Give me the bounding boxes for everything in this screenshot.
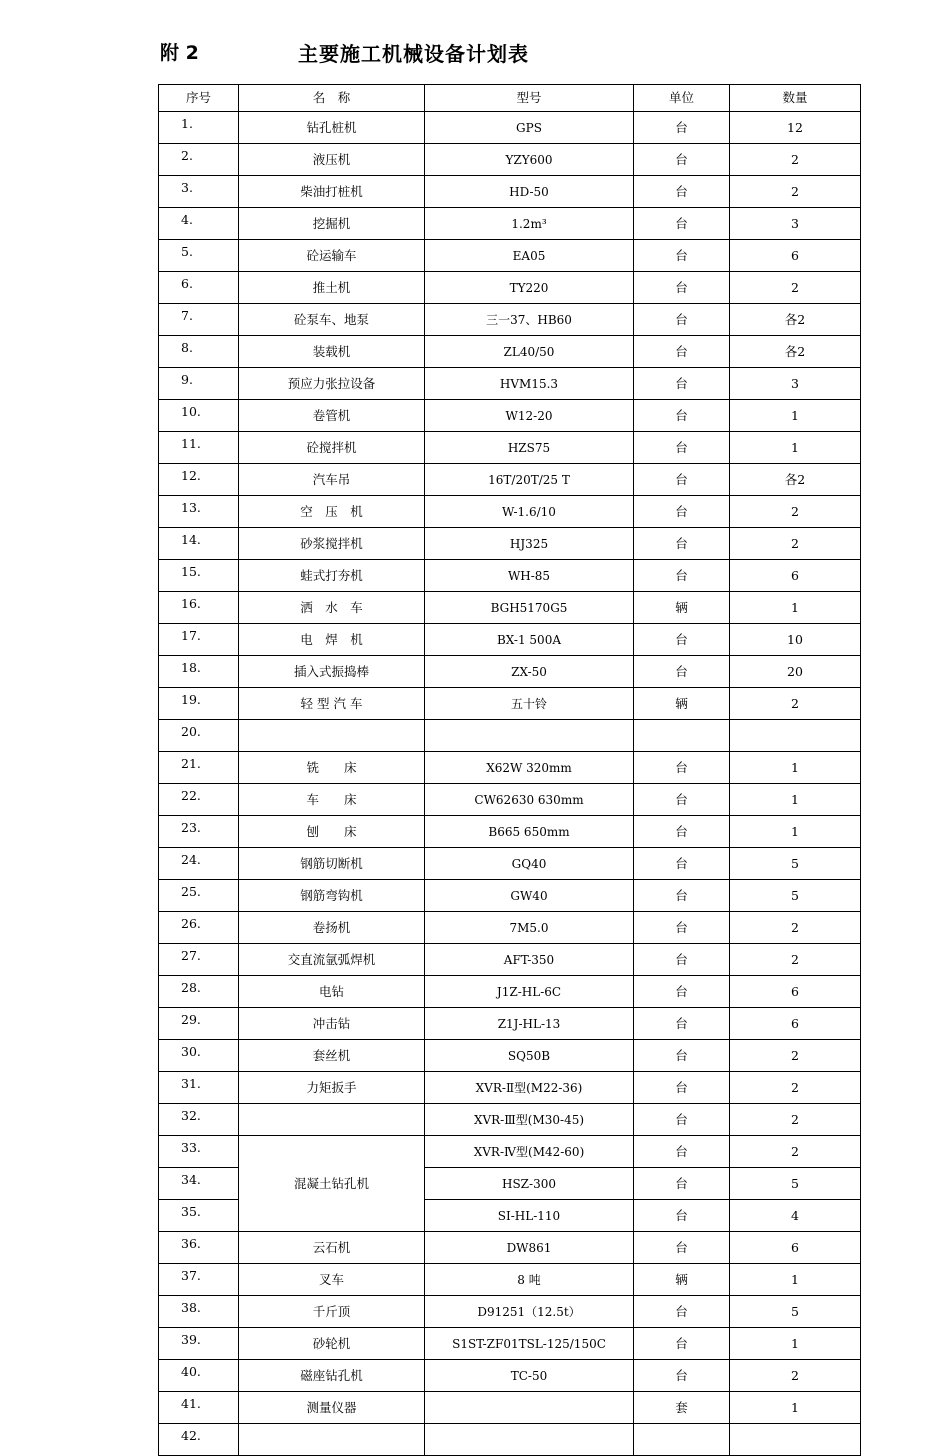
row-qty-cell: 2 xyxy=(730,688,861,720)
table-row xyxy=(159,624,861,656)
row-qty-cell: 3 xyxy=(730,368,861,400)
row-unit-cell: 台 xyxy=(634,912,730,944)
row-unit-cell: 台 xyxy=(634,816,730,848)
row-unit-cell: 台 xyxy=(634,560,730,592)
row-unit-cell: 台 xyxy=(634,496,730,528)
row-qty-cell: 12 xyxy=(730,112,861,144)
row-name-cell: 测量仪器 xyxy=(239,1392,425,1424)
row-model-cell: HVM15.3 xyxy=(425,368,634,400)
table-row xyxy=(159,816,861,848)
table-row xyxy=(159,1232,861,1264)
row-name-cell: 推土机 xyxy=(239,272,425,304)
row-name-cell: 电 焊 机 xyxy=(239,624,425,656)
row-unit-cell: 台 xyxy=(634,272,730,304)
row-model-cell: XVR-Ⅲ型(M30-45) xyxy=(425,1104,634,1136)
row-model-cell: BX-1 500A xyxy=(425,624,634,656)
row-model-cell: X62W 320mm xyxy=(425,752,634,784)
row-seq-cell: 9. xyxy=(159,368,239,400)
row-qty-cell: 1 xyxy=(730,816,861,848)
row-unit-cell: 台 xyxy=(634,752,730,784)
row-name-cell: 预应力张拉设备 xyxy=(239,368,425,400)
row-seq-cell: 30. xyxy=(159,1040,239,1072)
row-seq-cell: 20. xyxy=(159,720,239,752)
table-row xyxy=(159,400,861,432)
row-name-cell: 砂浆搅拌机 xyxy=(239,528,425,560)
row-unit-cell: 台 xyxy=(634,624,730,656)
row-qty-cell: 2 xyxy=(730,144,861,176)
table-row xyxy=(159,208,861,240)
row-model-cell: Z1J-HL-13 xyxy=(425,1008,634,1040)
table-row xyxy=(159,1264,861,1296)
row-seq-cell: 11. xyxy=(159,432,239,464)
row-unit-cell: 台 xyxy=(634,1040,730,1072)
row-name-cell xyxy=(239,1424,425,1456)
row-model-cell xyxy=(425,720,634,752)
row-seq-cell: 31. xyxy=(159,1072,239,1104)
row-model-cell: TY220 xyxy=(425,272,634,304)
row-name-cell: 卷扬机 xyxy=(239,912,425,944)
row-unit-cell: 台 xyxy=(634,528,730,560)
row-model-cell: ZL40/50 xyxy=(425,336,634,368)
row-model-cell: CW62630 630mm xyxy=(425,784,634,816)
row-qty-cell: 各2 xyxy=(730,304,861,336)
document-title: 主要施工机械设备计划表 xyxy=(298,42,529,66)
table-row xyxy=(159,944,861,976)
row-model-cell: GPS xyxy=(425,112,634,144)
row-unit-cell: 台 xyxy=(634,208,730,240)
row-model-cell: AFT-350 xyxy=(425,944,634,976)
attachment-label: 附 2 xyxy=(160,42,199,64)
row-name-cell: 轻 型 汽 车 xyxy=(239,688,425,720)
table-row xyxy=(159,1136,861,1168)
row-qty-cell: 6 xyxy=(730,1232,861,1264)
row-unit-cell: 台 xyxy=(634,784,730,816)
row-seq-cell: 21. xyxy=(159,752,239,784)
row-seq-cell: 6. xyxy=(159,272,239,304)
row-qty-cell: 2 xyxy=(730,528,861,560)
row-qty-cell: 5 xyxy=(730,1168,861,1200)
row-seq-cell: 34. xyxy=(159,1168,239,1200)
row-seq-cell: 24. xyxy=(159,848,239,880)
row-model-cell xyxy=(425,1392,634,1424)
col-header-unit: 单位 xyxy=(634,85,730,112)
row-model-cell: GQ40 xyxy=(425,848,634,880)
table-row xyxy=(159,784,861,816)
row-unit-cell: 台 xyxy=(634,176,730,208)
row-qty-cell xyxy=(730,1424,861,1456)
row-seq-cell: 2. xyxy=(159,144,239,176)
row-qty-cell: 2 xyxy=(730,496,861,528)
row-qty-cell: 1 xyxy=(730,752,861,784)
row-unit-cell: 辆 xyxy=(634,1264,730,1296)
row-seq-cell: 4. xyxy=(159,208,239,240)
table-row xyxy=(159,1104,861,1136)
row-qty-cell: 1 xyxy=(730,400,861,432)
row-name-cell: 刨 床 xyxy=(239,816,425,848)
row-unit-cell: 台 xyxy=(634,1360,730,1392)
row-unit-cell: 台 xyxy=(634,336,730,368)
row-qty-cell: 1 xyxy=(730,432,861,464)
row-qty-cell: 各2 xyxy=(730,336,861,368)
row-seq-cell: 37. xyxy=(159,1264,239,1296)
table-row xyxy=(159,1008,861,1040)
row-seq-cell: 38. xyxy=(159,1296,239,1328)
col-header-model: 型号 xyxy=(425,85,634,112)
row-qty-cell: 2 xyxy=(730,176,861,208)
row-name-cell: 砼泵车、地泵 xyxy=(239,304,425,336)
row-seq-cell: 42. xyxy=(159,1424,239,1456)
table-row xyxy=(159,912,861,944)
row-unit-cell: 台 xyxy=(634,368,730,400)
row-model-cell: S1ST-ZF01TSL-125/150C xyxy=(425,1328,634,1360)
table-row xyxy=(159,240,861,272)
row-qty-cell: 5 xyxy=(730,880,861,912)
table-row xyxy=(159,304,861,336)
row-name-cell: 磁座钻孔机 xyxy=(239,1360,425,1392)
table-row xyxy=(159,1296,861,1328)
row-qty-cell: 5 xyxy=(730,1296,861,1328)
row-unit-cell: 台 xyxy=(634,1008,730,1040)
row-seq-cell: 22. xyxy=(159,784,239,816)
row-model-cell: HZS75 xyxy=(425,432,634,464)
row-unit-cell: 台 xyxy=(634,1072,730,1104)
table-row xyxy=(159,496,861,528)
row-qty-cell: 2 xyxy=(730,1104,861,1136)
row-unit-cell: 台 xyxy=(634,1168,730,1200)
row-unit-cell: 台 xyxy=(634,1296,730,1328)
row-name-cell: 洒 水 车 xyxy=(239,592,425,624)
row-seq-cell: 10. xyxy=(159,400,239,432)
row-name-cell: 钻孔桩机 xyxy=(239,112,425,144)
row-name-cell: 挖掘机 xyxy=(239,208,425,240)
row-seq-cell: 19. xyxy=(159,688,239,720)
table-row xyxy=(159,112,861,144)
row-unit-cell: 台 xyxy=(634,464,730,496)
row-qty-cell: 10 xyxy=(730,624,861,656)
row-seq-cell: 23. xyxy=(159,816,239,848)
row-qty-cell: 1 xyxy=(730,592,861,624)
row-name-cell: 卷管机 xyxy=(239,400,425,432)
row-unit-cell: 台 xyxy=(634,1104,730,1136)
row-qty-cell: 6 xyxy=(730,976,861,1008)
row-unit-cell: 台 xyxy=(634,1232,730,1264)
row-seq-cell: 18. xyxy=(159,656,239,688)
table-row xyxy=(159,752,861,784)
table-row xyxy=(159,880,861,912)
row-model-cell: 8 吨 xyxy=(425,1264,634,1296)
row-name-cell: 车 床 xyxy=(239,784,425,816)
row-name-cell: 空 压 机 xyxy=(239,496,425,528)
row-name-cell: 蛙式打夯机 xyxy=(239,560,425,592)
row-model-cell: XVR-Ⅱ型(M22-36) xyxy=(425,1072,634,1104)
row-model-cell: HJ325 xyxy=(425,528,634,560)
table-row xyxy=(159,144,861,176)
table-row xyxy=(159,848,861,880)
row-name-cell: 套丝机 xyxy=(239,1040,425,1072)
row-qty-cell: 6 xyxy=(730,1008,861,1040)
row-qty-cell: 3 xyxy=(730,208,861,240)
row-unit-cell: 台 xyxy=(634,880,730,912)
row-seq-cell: 32. xyxy=(159,1104,239,1136)
row-qty-cell: 各2 xyxy=(730,464,861,496)
row-seq-cell: 12. xyxy=(159,464,239,496)
table-row xyxy=(159,1392,861,1424)
row-unit-cell xyxy=(634,720,730,752)
row-unit-cell: 台 xyxy=(634,976,730,1008)
row-qty-cell: 2 xyxy=(730,272,861,304)
row-model-cell: 1.2m³ xyxy=(425,208,634,240)
row-name-cell: 装载机 xyxy=(239,336,425,368)
row-model-cell xyxy=(425,1424,634,1456)
row-qty-cell: 5 xyxy=(730,848,861,880)
row-name-cell: 钢筋弯钩机 xyxy=(239,880,425,912)
row-model-cell: W12-20 xyxy=(425,400,634,432)
row-name-cell: 云石机 xyxy=(239,1232,425,1264)
row-model-cell: YZY600 xyxy=(425,144,634,176)
table-row xyxy=(159,368,861,400)
row-name-cell: 叉车 xyxy=(239,1264,425,1296)
row-name-cell: 混凝土钻孔机 xyxy=(239,1136,425,1232)
row-seq-cell: 1. xyxy=(159,112,239,144)
row-seq-cell: 35. xyxy=(159,1200,239,1232)
row-name-cell: 千斤顶 xyxy=(239,1296,425,1328)
row-qty-cell: 2 xyxy=(730,944,861,976)
row-model-cell: XVR-Ⅳ型(M42-60) xyxy=(425,1136,634,1168)
row-unit-cell: 辆 xyxy=(634,592,730,624)
table-row xyxy=(159,656,861,688)
col-header-qty: 数量 xyxy=(730,85,861,112)
row-seq-cell: 8. xyxy=(159,336,239,368)
col-header-seq: 序号 xyxy=(159,85,239,112)
row-seq-cell: 25. xyxy=(159,880,239,912)
row-qty-cell: 1 xyxy=(730,1264,861,1296)
row-model-cell: DW861 xyxy=(425,1232,634,1264)
row-seq-cell: 16. xyxy=(159,592,239,624)
row-unit-cell: 台 xyxy=(634,848,730,880)
row-name-cell xyxy=(239,1104,425,1136)
row-seq-cell: 26. xyxy=(159,912,239,944)
table-row xyxy=(159,720,861,752)
row-model-cell: HSZ-300 xyxy=(425,1168,634,1200)
equipment-table xyxy=(158,84,861,1456)
row-model-cell: B665 650mm xyxy=(425,816,634,848)
row-name-cell: 柴油打桩机 xyxy=(239,176,425,208)
table-body xyxy=(159,112,861,1456)
row-qty-cell: 6 xyxy=(730,240,861,272)
row-name-cell: 交直流氩弧焊机 xyxy=(239,944,425,976)
row-seq-cell: 28. xyxy=(159,976,239,1008)
row-model-cell: HD-50 xyxy=(425,176,634,208)
table-row xyxy=(159,1360,861,1392)
row-qty-cell: 2 xyxy=(730,1136,861,1168)
row-seq-cell: 36. xyxy=(159,1232,239,1264)
row-unit-cell: 台 xyxy=(634,144,730,176)
row-qty-cell: 20 xyxy=(730,656,861,688)
row-name-cell: 钢筋切断机 xyxy=(239,848,425,880)
table-row xyxy=(159,560,861,592)
row-seq-cell: 15. xyxy=(159,560,239,592)
row-model-cell: 16T/20T/25 T xyxy=(425,464,634,496)
row-unit-cell: 套 xyxy=(634,1392,730,1424)
row-qty-cell: 2 xyxy=(730,912,861,944)
row-model-cell: SQ50B xyxy=(425,1040,634,1072)
row-seq-cell: 39. xyxy=(159,1328,239,1360)
row-model-cell: 7M5.0 xyxy=(425,912,634,944)
table-row xyxy=(159,176,861,208)
row-unit-cell: 台 xyxy=(634,240,730,272)
row-qty-cell xyxy=(730,720,861,752)
row-model-cell: 五十铃 xyxy=(425,688,634,720)
row-name-cell: 铣 床 xyxy=(239,752,425,784)
row-qty-cell: 2 xyxy=(730,1040,861,1072)
table-row xyxy=(159,528,861,560)
row-name-cell xyxy=(239,720,425,752)
row-name-cell: 汽车吊 xyxy=(239,464,425,496)
row-seq-cell: 7. xyxy=(159,304,239,336)
row-name-cell: 冲击钻 xyxy=(239,1008,425,1040)
row-unit-cell: 台 xyxy=(634,1328,730,1360)
row-qty-cell: 1 xyxy=(730,1328,861,1360)
row-name-cell: 液压机 xyxy=(239,144,425,176)
row-seq-cell: 29. xyxy=(159,1008,239,1040)
row-seq-cell: 41. xyxy=(159,1392,239,1424)
row-unit-cell: 台 xyxy=(634,944,730,976)
row-qty-cell: 1 xyxy=(730,1392,861,1424)
row-name-cell: 力矩扳手 xyxy=(239,1072,425,1104)
row-model-cell: WH-85 xyxy=(425,560,634,592)
row-model-cell: GW40 xyxy=(425,880,634,912)
row-seq-cell: 13. xyxy=(159,496,239,528)
row-model-cell: SI-HL-110 xyxy=(425,1200,634,1232)
title-row xyxy=(160,38,860,68)
table-row xyxy=(159,1072,861,1104)
table-row xyxy=(159,976,861,1008)
table-row xyxy=(159,336,861,368)
row-model-cell: D91251（12.5t） xyxy=(425,1296,634,1328)
row-name-cell: 砼运输车 xyxy=(239,240,425,272)
row-seq-cell: 40. xyxy=(159,1360,239,1392)
table-row xyxy=(159,1424,861,1456)
row-model-cell: J1Z-HL-6C xyxy=(425,976,634,1008)
table-row xyxy=(159,688,861,720)
row-qty-cell: 2 xyxy=(730,1072,861,1104)
row-model-cell: TC-50 xyxy=(425,1360,634,1392)
row-seq-cell: 27. xyxy=(159,944,239,976)
row-seq-cell: 17. xyxy=(159,624,239,656)
table-row xyxy=(159,592,861,624)
row-unit-cell: 台 xyxy=(634,400,730,432)
row-name-cell: 电钻 xyxy=(239,976,425,1008)
row-qty-cell: 2 xyxy=(730,1360,861,1392)
row-seq-cell: 5. xyxy=(159,240,239,272)
row-unit-cell xyxy=(634,1424,730,1456)
row-model-cell: 三一37、HB60 xyxy=(425,304,634,336)
row-model-cell: ZX-50 xyxy=(425,656,634,688)
row-name-cell: 砼搅拌机 xyxy=(239,432,425,464)
row-model-cell: EA05 xyxy=(425,240,634,272)
row-unit-cell: 辆 xyxy=(634,688,730,720)
row-model-cell: W-1.6/10 xyxy=(425,496,634,528)
row-unit-cell: 台 xyxy=(634,432,730,464)
row-name-cell: 砂轮机 xyxy=(239,1328,425,1360)
row-name-cell: 插入式振捣棒 xyxy=(239,656,425,688)
row-unit-cell: 台 xyxy=(634,304,730,336)
row-qty-cell: 1 xyxy=(730,784,861,816)
row-unit-cell: 台 xyxy=(634,1200,730,1232)
row-unit-cell: 台 xyxy=(634,112,730,144)
row-unit-cell: 台 xyxy=(634,1136,730,1168)
table-row xyxy=(159,1040,861,1072)
table-row xyxy=(159,432,861,464)
table-header-row xyxy=(159,85,861,112)
row-model-cell: BGH5170G5 xyxy=(425,592,634,624)
row-seq-cell: 3. xyxy=(159,176,239,208)
row-seq-cell: 14. xyxy=(159,528,239,560)
row-unit-cell: 台 xyxy=(634,656,730,688)
row-seq-cell: 33. xyxy=(159,1136,239,1168)
table-row xyxy=(159,464,861,496)
col-header-name: 名 称 xyxy=(239,85,425,112)
table-row xyxy=(159,272,861,304)
row-qty-cell: 4 xyxy=(730,1200,861,1232)
row-qty-cell: 6 xyxy=(730,560,861,592)
